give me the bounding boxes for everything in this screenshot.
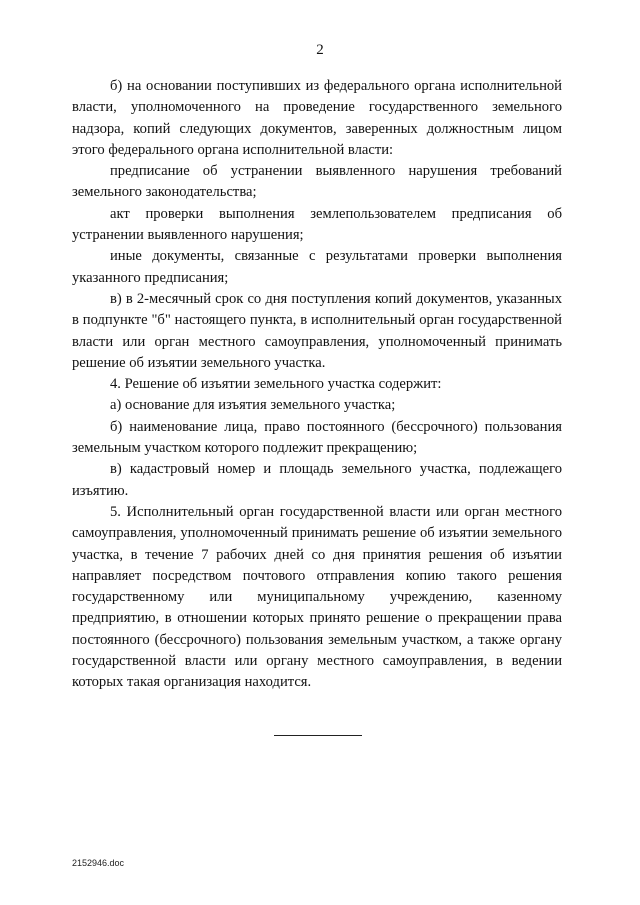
paragraph-inspection-act: акт проверки выполнения землепользователем предписания об устранении выявленного нарушения; [72,205,562,244]
closing-rule [274,735,362,736]
paragraph-v-term: в) в 2-месячный срок со дня поступления копий документов, указанных в подпункте "б" настоящего пункта, в исполнительный орган государственной власти или орган местного самоуправления, уполномоченный принимать решение об изъятии земельного участка. [72,290,562,371]
paragraph-b-basis: б) на основании поступивших из федерального органа исполнительной власти, уполномоченного на проведение государственного земельного надзора, копий следующих документов, заверенных должностным лицом этого федерального органа исполнительной власти: [72,78,562,158]
file-name-footer: 2152946.doc [72,858,125,868]
paragraph-prescription: предписание об устранении выявленного нарушения требований земельного законодательства; [72,163,562,201]
paragraph-4-decision-contents: 4. Решение об изъятии земельного участка содержит: [110,376,442,393]
paragraph-4b: б) наименование лица, право постоянного (бессрочного) пользования земельным участком которого подлежит прекращению; [72,418,562,457]
paragraph-other-documents: иные документы, связанные с результатами проверки выполнения указанного предписания; [72,248,562,286]
page-number: 2 [316,42,324,58]
paragraph-4a: а) основание для изъятия земельного участка; [110,397,396,414]
paragraph-4v: в) кадастровый номер и площадь земельного участка, подлежащего изъятию. [72,461,562,499]
paragraph-5: 5. Исполнительный орган государственной власти или орган местного самоуправления, уполномоченный принимать решение об изъятии земельного участка, в течение 7 рабочих дней со дня принятия решения об изъятии направляет посредством почтового отправления копию такого решения государственному или муниципальному учреждению, казенному предприятию, в отношении которых принято решение о прекращении права постоянного (бессрочного) пользования земельным участком, а также органу государственной власти или органу местного самоуправления, в ведении которых такая организация находится. [72,503,562,691]
document-body [72,76,562,694]
